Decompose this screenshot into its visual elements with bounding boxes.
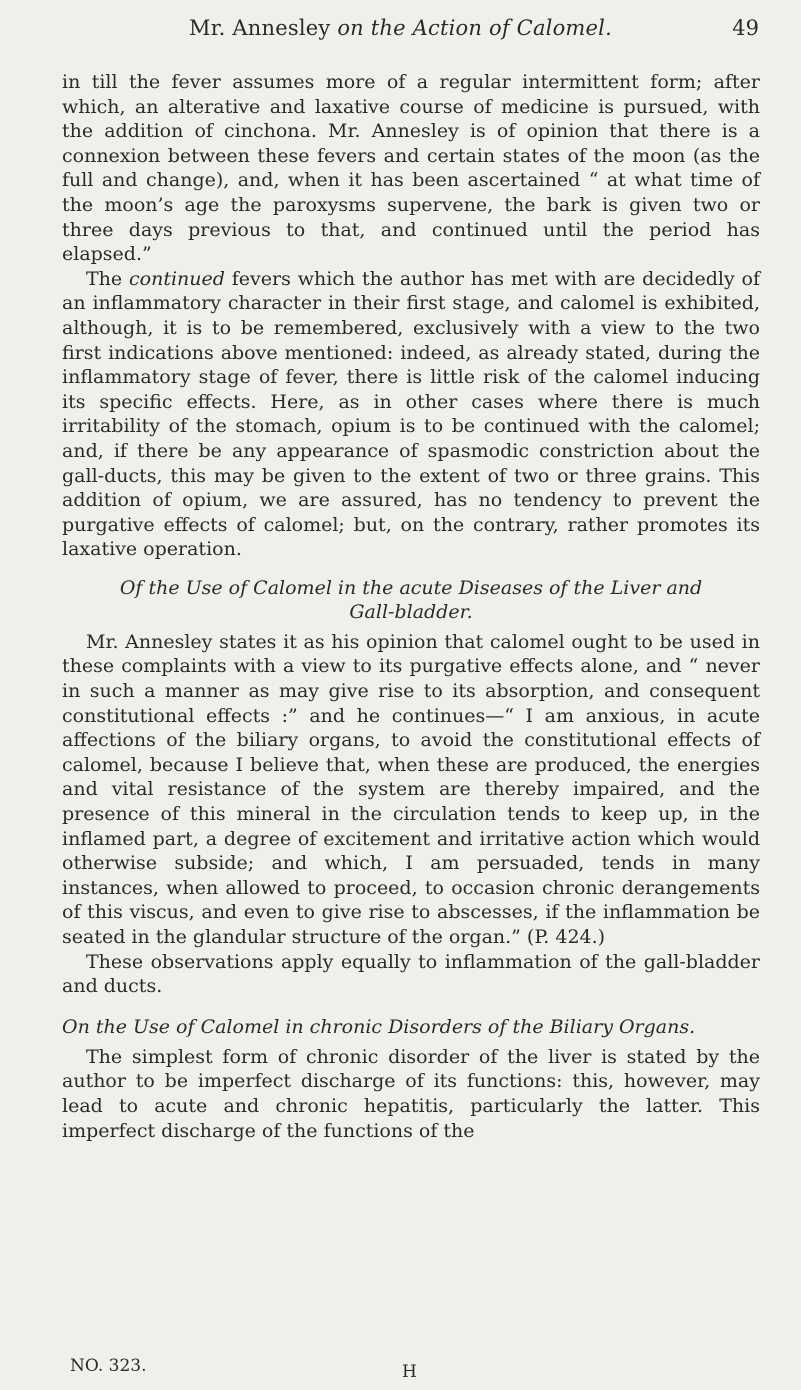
page-body [62, 70, 760, 1143]
section-heading-acute-line2: Gall-bladder. [349, 600, 473, 623]
paragraph-continued-italic: continued [129, 267, 225, 290]
page-header [0, 16, 801, 60]
paragraph-continued-fevers [62, 267, 760, 562]
running-title [0, 16, 801, 40]
section-heading-chronic-disorders: On the Use of Calomel in chronic Disorders of the Biliary Organs. [62, 1015, 696, 1038]
paragraph-intermittent-fever: in till the fever assumes more of a regular intermittent form; after which, an alterative and laxative course of medicine is pursued, with the addition of cinchona. Mr. Annesley is of opinion that there is a connexion between these fevers and certain states of the moon (as the full and change), and, when it has been ascertained “ at what time of the moon’s age the paroxysms supervene, the bark is given two or three days previous to that, and continued until the period has elapsed.” [62, 71, 760, 266]
running-title-italic: on the Action of Calomel. [337, 16, 612, 40]
section-heading-acute-liver [62, 576, 760, 624]
paragraph-gall-bladder: These observations apply equally to inflammation of the gall-bladder and ducts. [62, 950, 760, 998]
issue-number: NO. 323. [70, 1356, 147, 1376]
page-number: 49 [732, 16, 759, 40]
paragraph-chronic-disorder: The simplest form of chronic disorder of the liver is stated by the author to be imperfect discharge of its functions: this, however, may lead to acute and chronic hepatitis, particularly the latter. This imperfect discharge of the functions of the [62, 1045, 760, 1142]
page-footer [62, 1356, 760, 1380]
section-heading-acute-line1: Of the Use of Calomel in the acute Diseases of the Liver and [119, 576, 703, 599]
paragraph-continued-lead: The [86, 267, 129, 290]
running-title-lead: Mr. Annesley [189, 16, 338, 40]
paragraph-continued-rest: fevers which the author has met with are decidedly of an inflammatory character in their first stage, and calomel is exhibited, although, it is to be remembered, exclusively with a view to the two first indications above mentioned: indeed, as already stated, during the inflammatory stage of fever, there is little risk of the calomel inducing its specific effects. Here, as in other cases where there is much irritability of the stomach, opium is to be continued with the calomel; and, if there be any appearance of spasmodic constriction about the gall-ducts, this may be given to the extent of two or three grains. This addition of opium, we are assured, has no tendency to prevent the purgative effects of calomel; but, on the contrary, rather promotes its laxative operation. [62, 267, 760, 561]
signature-mark: H [402, 1362, 417, 1382]
paragraph-annesley-opinion: Mr. Annesley states it as his opinion that calomel ought to be used in these complaints with a view to its purgative effects alone, and “ never in such a manner as may give rise to its absorption, and consequent constitutional effects :” and he continues—“ I am anxious, in acute affections of the biliary organs, to avoid the constitutional effects of calomel, because I believe that, when these are produced, the energies and vital resistance of the system are thereby impaired, and the presence of this mineral in the circulation tends to keep up, in the inflamed part, a degree of excitement and irritative action which would otherwise subside; and which, I am persuaded, tends in many instances, when allowed to proceed, to occasion chronic derangements of this viscus, and even to give rise to abscesses, if the inflammation be seated in the glandular structure of the organ.” (P. 424.) [62, 630, 760, 948]
